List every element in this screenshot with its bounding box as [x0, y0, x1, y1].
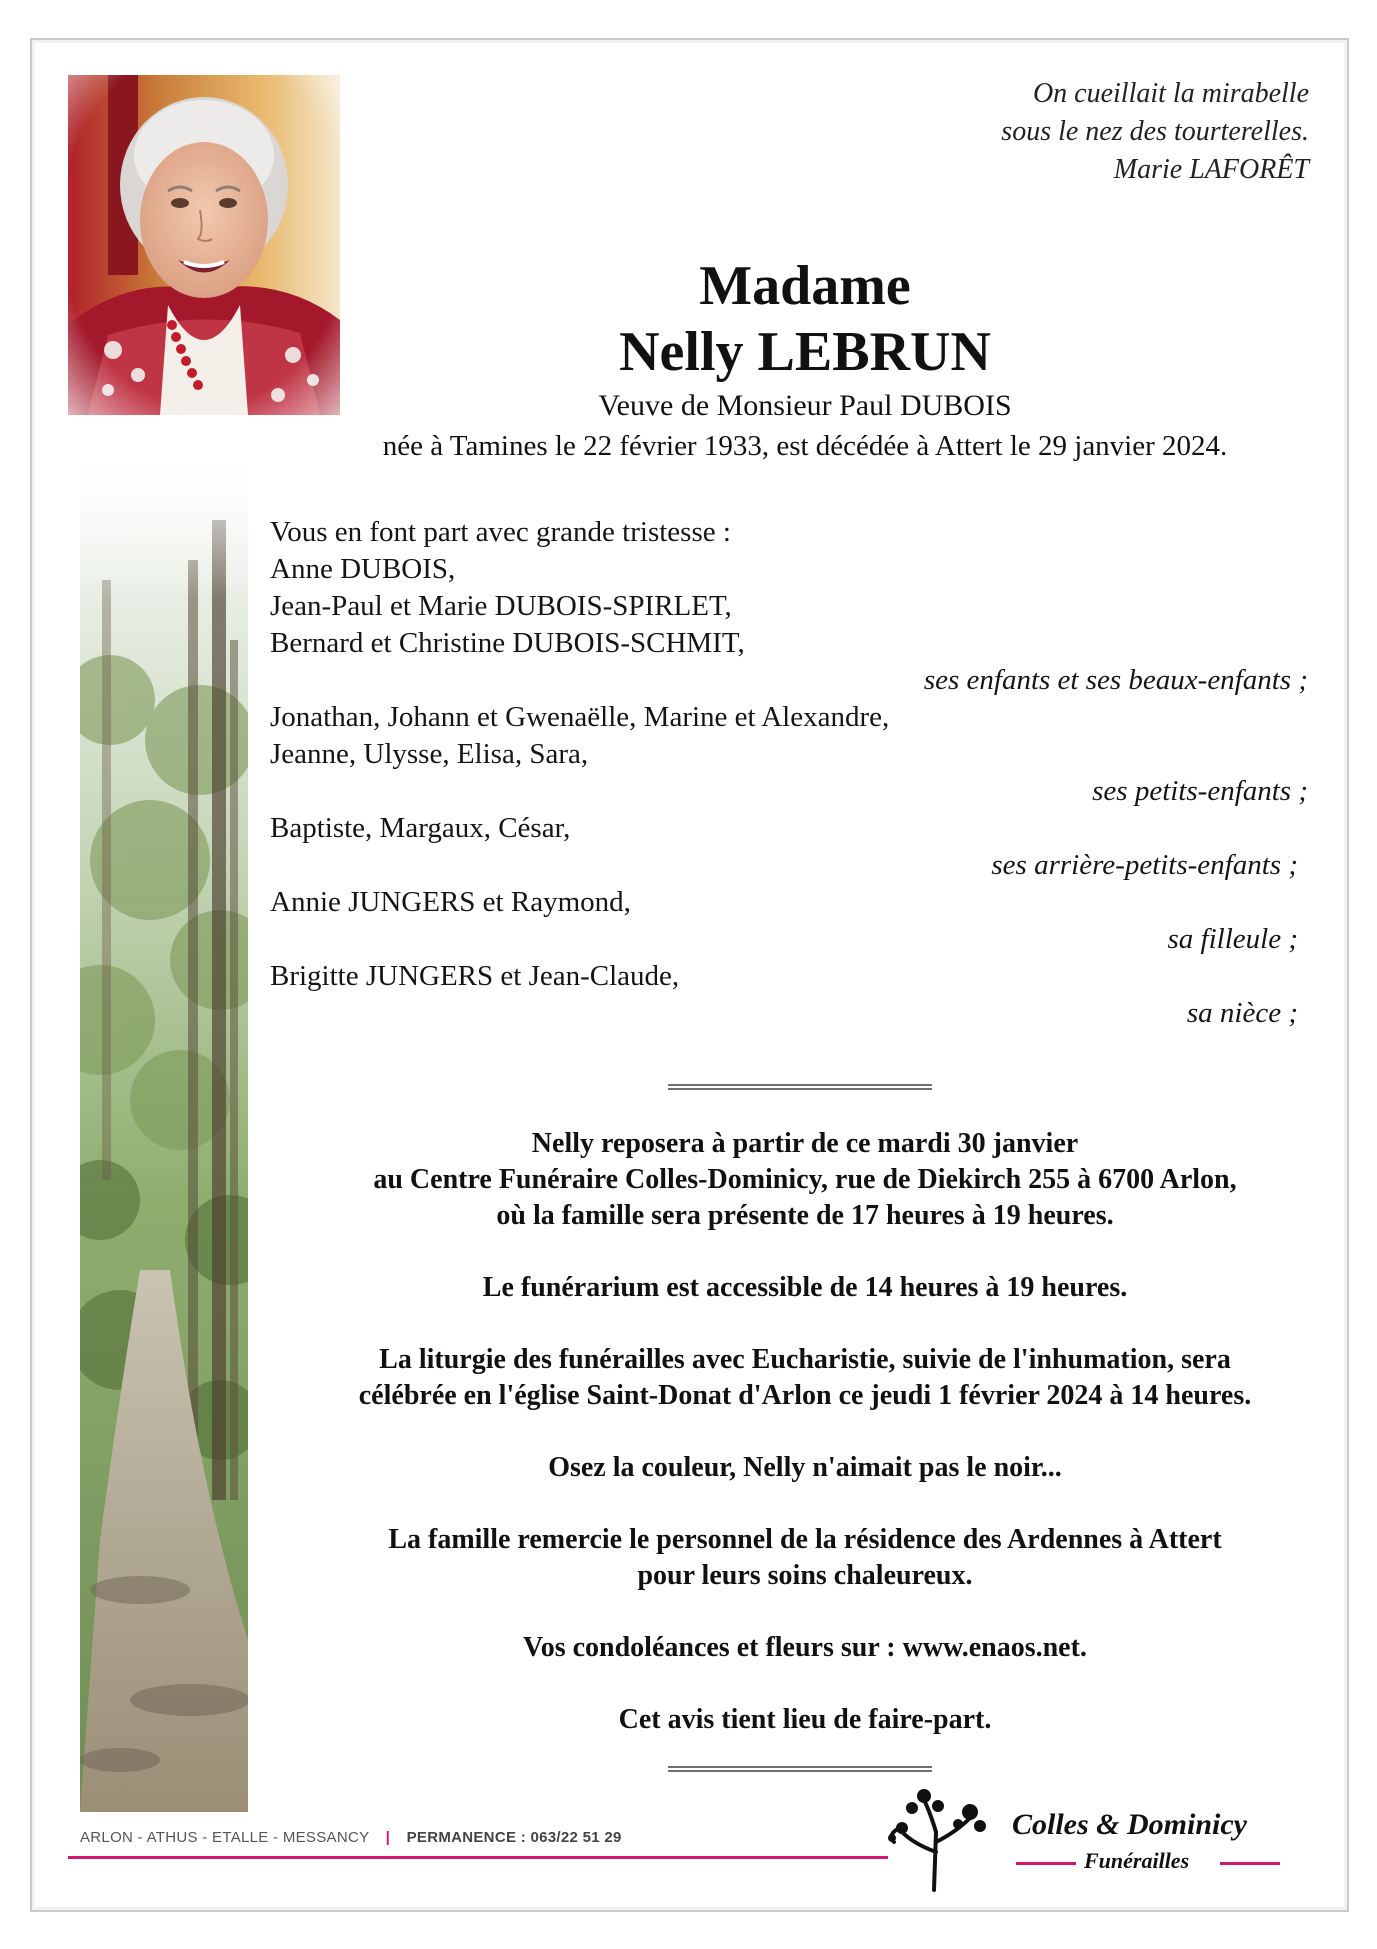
- info-line: La liturgie des funérailles avec Eucharistie, suivie de l'inhumation, sera: [379, 1344, 1231, 1375]
- notice-statement: [270, 1702, 1340, 1738]
- family-name-line: Brigitte JUNGERS et Jean-Claude,: [270, 960, 680, 992]
- family-name-line: Bernard et Christine DUBOIS-SCHMIT,: [270, 627, 745, 659]
- dress-code-note: [270, 1450, 1340, 1486]
- brand-underline-right: [1220, 1862, 1280, 1865]
- family-relation: sa nièce ;: [1186, 997, 1298, 1029]
- tree-logo-icon: [884, 1772, 1004, 1892]
- brand-underline-left: [1016, 1862, 1076, 1865]
- info-line: où la famille sera présente de 17 heures à 19 heures.: [496, 1200, 1114, 1231]
- info-line: célébrée en l'église Saint-Donat d'Arlon ce jeudi 1 février 2024 à 14 heures.: [358, 1380, 1252, 1411]
- brand-subtitle: Funérailles: [1084, 1848, 1190, 1873]
- info-line: Vos condoléances et fleurs sur : www.enaos.net.: [523, 1632, 1087, 1663]
- footer-permanence: PERMANENCE : 063/22 51 29: [406, 1829, 622, 1846]
- footer-contact: [80, 1829, 622, 1846]
- separator-top: [668, 1084, 932, 1090]
- visitation-paragraph: [270, 1126, 1340, 1234]
- family-relation: sa filleule ;: [1167, 923, 1298, 955]
- condolences-line: [270, 1630, 1340, 1666]
- family-relation: ses petits-enfants ;: [1092, 775, 1308, 807]
- family-relation: ses enfants et ses beaux-enfants ;: [923, 664, 1308, 696]
- brand-name: Colles & Dominicy: [1012, 1808, 1247, 1841]
- info-line: au Centre Funéraire Colles-Dominicy, rue de Diekirch 255 à 6700 Arlon,: [373, 1164, 1237, 1195]
- honorific: Madame: [699, 255, 911, 317]
- info-line: Cet avis tient lieu de faire-part.: [618, 1704, 992, 1735]
- info-line: Osez la couleur, Nelly n'aimait pas le noir...: [548, 1452, 1062, 1483]
- forest-path-image: [80, 440, 248, 1812]
- family-name-line: Baptiste, Margaux, César,: [270, 812, 571, 844]
- quote-line-2: sous le nez des tourterelles.: [1001, 116, 1309, 147]
- family-name-line: Jean-Paul et Marie DUBOIS-SPIRLET,: [270, 590, 732, 622]
- quote-author: Marie LAFORÊT: [1113, 154, 1309, 185]
- family-name-line: Anne DUBOIS,: [270, 553, 456, 585]
- deceased-name: Nelly LEBRUN: [619, 321, 991, 383]
- family-relation: ses arrière-petits-enfants ;: [991, 849, 1298, 881]
- family-intro: Vous en font part avec grande tristesse :: [270, 516, 731, 548]
- thanks-paragraph: [270, 1522, 1340, 1594]
- epigraph-quote: [1001, 75, 1309, 189]
- footer-accent-rule: [68, 1856, 888, 1859]
- birth-death-details: née à Tamines le 22 février 1933, est décédée à Attert le 29 janvier 2024.: [382, 430, 1228, 462]
- family-announcement: [270, 514, 1318, 1032]
- funerarium-hours: [270, 1270, 1340, 1306]
- info-line: Nelly reposera à partir de ce mardi 30 janvier: [531, 1128, 1079, 1159]
- family-name-line: Jonathan, Johann et Gwenaëlle, Marine et Alexandre,: [270, 701, 890, 733]
- family-name-line: Jeanne, Ulysse, Elisa, Sara,: [270, 738, 589, 770]
- quote-line-1: On cueillait la mirabelle: [1032, 78, 1309, 109]
- info-line: Le funérarium est accessible de 14 heures à 19 heures.: [482, 1272, 1128, 1303]
- family-name-line: Annie JUNGERS et Raymond,: [270, 886, 631, 918]
- footer-divider: |: [385, 1829, 391, 1846]
- funeral-information: [270, 1126, 1340, 1774]
- footer-locations: ARLON - ATHUS - ETALLE - MESSANCY: [80, 1829, 370, 1846]
- info-line: pour leurs soins chaleureux.: [637, 1560, 973, 1591]
- liturgy-paragraph: [270, 1342, 1340, 1414]
- info-line: La famille remercie le personnel de la résidence des Ardennes à Attert: [388, 1524, 1222, 1555]
- widow-of: Veuve de Monsieur Paul DUBOIS: [598, 389, 1012, 422]
